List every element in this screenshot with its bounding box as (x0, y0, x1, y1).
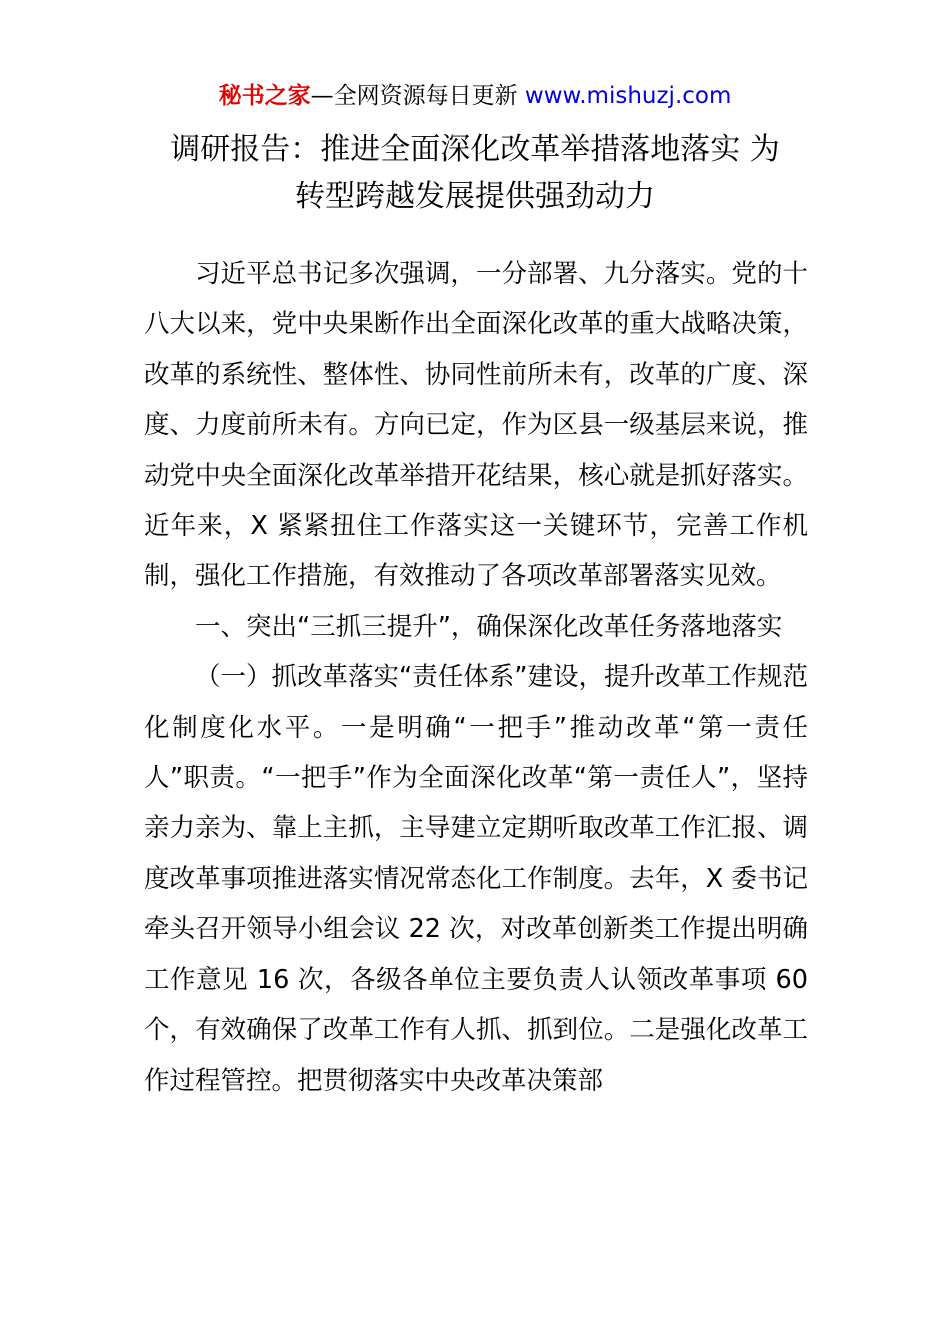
title-line-2: 转型跨越发展提供强劲动力 (295, 179, 655, 214)
site-brand: 秘书之家 (218, 83, 311, 109)
intro-paragraph: 习近平总书记多次强调，一分部署、九分落实。党的十八大以来，党中央果断作出全面深化改革的重大战略决策，改革的系统性、整体性、协同性前所未有，改革的广度、深度、力度前所未有。方向已定，作为区县一级基层来说，推动党中央全面深化改革举措开花结果，核心就是抓好落实。近年来，X 紧紧扭住工作落实这一关键环节，完善工作机制，强化工作措施，有效推动了各项改革部署落实见效。 (144, 259, 808, 592)
site-header (0, 80, 950, 112)
subsection-paragraph-1: （一）抓改革落实“责任体系”建设，提升改革工作规范化制度化水平。一是明确“一把手”推动改革“第一责任人”职责。“一把手”作为全面深化改革“第一责任人”，坚持亲力亲为、靠上主抓，主导建立定期听取改革工作汇报、调度改革事项推进落实情况常态化工作制度。去年，X 委书记牵头召开领导小组会议 22 次，对改革创新类工作提出明确工作意见 16 次，各级各单位主要负责人认领改革事项 60 个，有效确保了改革工作有人抓、抓到位。二是强化改革工作过程管控。把贯彻落实中央改革决策部 (144, 662, 808, 1096)
document-title (100, 126, 850, 220)
site-url-link[interactable]: www.mishuzj.com (524, 83, 732, 109)
site-tagline: —全网资源每日更新 (310, 83, 518, 109)
section-heading-1: 一、突出“三抓三提升”，确保深化改革任务落地落实 (195, 611, 783, 642)
title-line-1: 调研报告：推进全面深化改革举措落地落实 为 (170, 132, 780, 167)
document-body (144, 249, 808, 1106)
